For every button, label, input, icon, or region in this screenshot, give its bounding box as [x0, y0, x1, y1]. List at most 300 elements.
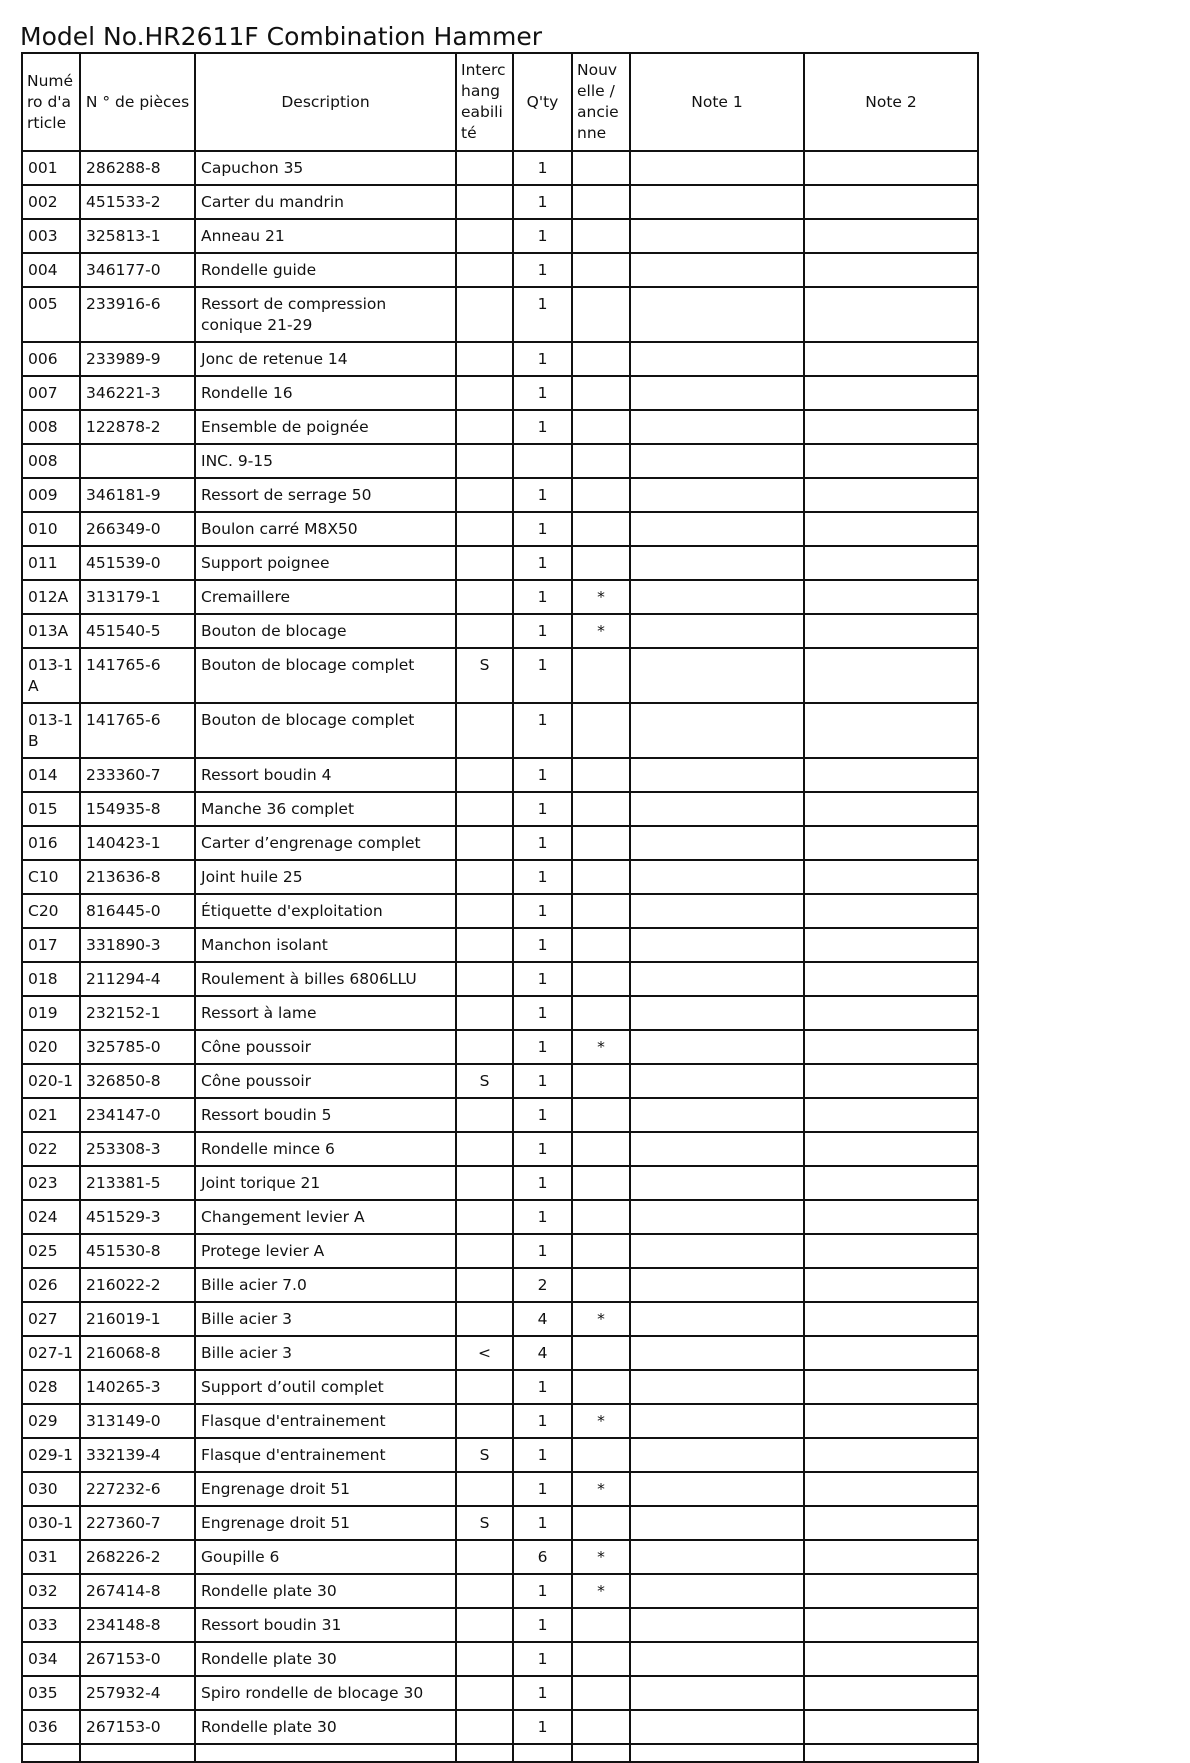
part-number-cell: 286288-8	[80, 151, 195, 185]
interchangeability-cell	[456, 1268, 513, 1302]
note-1-cell	[630, 1676, 804, 1710]
note-1-cell	[630, 546, 804, 580]
table-row	[22, 1166, 978, 1200]
note-2-cell	[804, 1302, 978, 1336]
part-number-cell: 451539-0	[80, 546, 195, 580]
quantity-cell: 1	[513, 703, 572, 758]
description-cell: Carter du mandrin	[195, 185, 456, 219]
description-cell: Carter d’engrenage complet	[195, 826, 456, 860]
note-1-cell	[630, 185, 804, 219]
new-old-cell	[572, 1098, 630, 1132]
new-old-cell: *	[572, 1574, 630, 1608]
note-1-cell	[630, 1234, 804, 1268]
interchangeability-cell	[456, 894, 513, 928]
note-1-cell	[630, 1710, 804, 1744]
interchangeability-cell	[456, 1030, 513, 1064]
note-1-cell	[630, 962, 804, 996]
quantity-cell: 1	[513, 1574, 572, 1608]
quantity-cell: 1	[513, 996, 572, 1030]
table-row	[22, 1404, 978, 1438]
part-number-cell: 234147-0	[80, 1098, 195, 1132]
quantity-cell	[513, 444, 572, 478]
table-row	[22, 185, 978, 219]
note-2-cell	[804, 185, 978, 219]
note-1-cell	[630, 1438, 804, 1472]
new-old-cell: *	[572, 580, 630, 614]
table-row	[22, 996, 978, 1030]
new-old-cell	[572, 1268, 630, 1302]
part-number-cell	[80, 444, 195, 478]
note-1-cell	[630, 287, 804, 342]
quantity-cell: 1	[513, 1506, 572, 1540]
new-old-cell	[572, 1676, 630, 1710]
description-cell: Cône poussoir	[195, 1030, 456, 1064]
new-old-cell	[572, 410, 630, 444]
description-cell: Flasque d'entrainement	[195, 1404, 456, 1438]
description-cell: Ressort de serrage 50	[195, 478, 456, 512]
quantity-cell: 4	[513, 1302, 572, 1336]
part-number-cell: 233916-6	[80, 287, 195, 342]
quantity-cell: 4	[513, 1336, 572, 1370]
item-number-cell: 030-1	[22, 1506, 80, 1540]
description-cell: Engrenage droit 51	[195, 1472, 456, 1506]
table-row	[22, 1132, 978, 1166]
interchangeability-cell	[456, 1540, 513, 1574]
description-cell: Capuchon 35	[195, 151, 456, 185]
note-2-cell	[804, 1336, 978, 1370]
interchangeability-cell	[456, 962, 513, 996]
note-1-cell	[630, 478, 804, 512]
note-2-cell	[804, 962, 978, 996]
item-number-cell: 025	[22, 1234, 80, 1268]
quantity-cell: 1	[513, 185, 572, 219]
note-2-cell	[804, 1166, 978, 1200]
quantity-cell: 1	[513, 1676, 572, 1710]
item-number-cell: 013-1A	[22, 648, 80, 703]
interchangeability-cell	[456, 1574, 513, 1608]
note-2-cell	[804, 253, 978, 287]
note-1-cell	[630, 1064, 804, 1098]
part-number-cell: 816445-0	[80, 894, 195, 928]
quantity-cell: 1	[513, 253, 572, 287]
part-number-cell: 253308-3	[80, 1132, 195, 1166]
item-number-cell: 036	[22, 1710, 80, 1744]
table-row	[22, 219, 978, 253]
table-row	[22, 1642, 978, 1676]
note-1-cell	[630, 1098, 804, 1132]
note-2-cell	[804, 1200, 978, 1234]
note-1-cell	[630, 1132, 804, 1166]
part-number-cell: 451533-2	[80, 185, 195, 219]
item-number-cell: 022	[22, 1132, 80, 1166]
description-cell: Ressort de compression conique 21-29	[195, 287, 456, 342]
description-cell: Ressort à lame	[195, 996, 456, 1030]
quantity-cell: 1	[513, 792, 572, 826]
note-2-cell	[804, 342, 978, 376]
new-old-cell	[572, 1234, 630, 1268]
note-2-cell	[804, 410, 978, 444]
quantity-cell: 1	[513, 287, 572, 342]
item-number-cell: 028	[22, 1370, 80, 1404]
description-cell: Bille acier 3	[195, 1302, 456, 1336]
description-cell: Ressort boudin 4	[195, 758, 456, 792]
interchangeability-cell	[456, 1098, 513, 1132]
part-number-cell: 331890-3	[80, 928, 195, 962]
parts-table-body	[22, 151, 978, 1762]
note-2-cell	[804, 648, 978, 703]
header-item-number: Numéro d'article	[22, 53, 80, 151]
part-number-cell: 325813-1	[80, 219, 195, 253]
part-number-cell: 346221-3	[80, 376, 195, 410]
note-2-cell	[804, 287, 978, 342]
note-2-cell	[804, 1098, 978, 1132]
quantity-cell: 1	[513, 512, 572, 546]
new-old-cell	[572, 1608, 630, 1642]
note-1-cell	[630, 219, 804, 253]
table-row	[22, 962, 978, 996]
table-row	[22, 287, 978, 342]
description-cell: Support d’outil complet	[195, 1370, 456, 1404]
new-old-cell	[572, 1710, 630, 1744]
description-cell: Manche 36 complet	[195, 792, 456, 826]
item-number-cell: 027	[22, 1302, 80, 1336]
interchangeability-cell	[456, 376, 513, 410]
note-1-cell	[630, 826, 804, 860]
table-row	[22, 860, 978, 894]
note-2-cell	[804, 1472, 978, 1506]
new-old-cell	[572, 1506, 630, 1540]
table-row	[22, 1676, 978, 1710]
empty-cell	[513, 1744, 572, 1762]
part-number-cell: 267153-0	[80, 1710, 195, 1744]
interchangeability-cell	[456, 219, 513, 253]
description-cell: Protege levier A	[195, 1234, 456, 1268]
quantity-cell: 1	[513, 478, 572, 512]
parts-table	[21, 52, 979, 1763]
note-2-cell	[804, 1608, 978, 1642]
part-number-cell: 141765-6	[80, 703, 195, 758]
item-number-cell: 030	[22, 1472, 80, 1506]
interchangeability-cell	[456, 1234, 513, 1268]
item-number-cell: 020-1	[22, 1064, 80, 1098]
description-cell: Spiro rondelle de blocage 30	[195, 1676, 456, 1710]
header-note-1: Note 1	[630, 53, 804, 151]
part-number-cell: 451529-3	[80, 1200, 195, 1234]
empty-cell	[22, 1744, 80, 1762]
note-2-cell	[804, 1676, 978, 1710]
quantity-cell: 1	[513, 376, 572, 410]
note-2-cell	[804, 1438, 978, 1472]
note-2-cell	[804, 703, 978, 758]
note-1-cell	[630, 1608, 804, 1642]
description-cell: Rondelle 16	[195, 376, 456, 410]
note-2-cell	[804, 512, 978, 546]
note-2-cell	[804, 1540, 978, 1574]
description-cell: Bille acier 7.0	[195, 1268, 456, 1302]
description-cell: Étiquette d'exploitation	[195, 894, 456, 928]
part-number-cell: 313149-0	[80, 1404, 195, 1438]
quantity-cell: 1	[513, 758, 572, 792]
header-row	[22, 53, 978, 151]
quantity-cell: 1	[513, 1370, 572, 1404]
note-1-cell	[630, 1336, 804, 1370]
part-number-cell: 313179-1	[80, 580, 195, 614]
description-cell: Manchon isolant	[195, 928, 456, 962]
empty-cell	[804, 1744, 978, 1762]
item-number-cell: 006	[22, 342, 80, 376]
part-number-cell: 451540-5	[80, 614, 195, 648]
description-cell: Flasque d'entrainement	[195, 1438, 456, 1472]
table-row	[22, 792, 978, 826]
interchangeability-cell	[456, 1608, 513, 1642]
quantity-cell: 1	[513, 1472, 572, 1506]
new-old-cell	[572, 1336, 630, 1370]
item-number-cell: 001	[22, 151, 80, 185]
interchangeability-cell	[456, 1404, 513, 1438]
note-1-cell	[630, 648, 804, 703]
note-1-cell	[630, 1540, 804, 1574]
note-1-cell	[630, 1166, 804, 1200]
interchangeability-cell	[456, 287, 513, 342]
table-row	[22, 614, 978, 648]
note-1-cell	[630, 151, 804, 185]
description-cell: Joint huile 25	[195, 860, 456, 894]
note-1-cell	[630, 614, 804, 648]
part-number-cell: 346177-0	[80, 253, 195, 287]
interchangeability-cell	[456, 342, 513, 376]
item-number-cell: 015	[22, 792, 80, 826]
table-row	[22, 444, 978, 478]
item-number-cell: 020	[22, 1030, 80, 1064]
part-number-cell: 140423-1	[80, 826, 195, 860]
quantity-cell: 1	[513, 1438, 572, 1472]
note-2-cell	[804, 376, 978, 410]
note-1-cell	[630, 792, 804, 826]
item-number-cell: 031	[22, 1540, 80, 1574]
note-2-cell	[804, 219, 978, 253]
quantity-cell: 1	[513, 151, 572, 185]
description-cell: Ressort boudin 5	[195, 1098, 456, 1132]
table-row	[22, 478, 978, 512]
quantity-cell: 1	[513, 1132, 572, 1166]
note-2-cell	[804, 580, 978, 614]
quantity-cell: 1	[513, 1098, 572, 1132]
new-old-cell: *	[572, 1030, 630, 1064]
table-row	[22, 648, 978, 703]
table-row	[22, 1268, 978, 1302]
item-number-cell: 008	[22, 444, 80, 478]
part-number-cell: 227232-6	[80, 1472, 195, 1506]
item-number-cell: 023	[22, 1166, 80, 1200]
new-old-cell	[572, 860, 630, 894]
interchangeability-cell: <	[456, 1336, 513, 1370]
interchangeability-cell	[456, 478, 513, 512]
note-1-cell	[630, 580, 804, 614]
interchangeability-cell	[456, 1710, 513, 1744]
note-2-cell	[804, 151, 978, 185]
new-old-cell	[572, 1438, 630, 1472]
interchangeability-cell: S	[456, 1064, 513, 1098]
interchangeability-cell	[456, 928, 513, 962]
note-1-cell	[630, 1404, 804, 1438]
description-cell: Engrenage droit 51	[195, 1506, 456, 1540]
item-number-cell: 021	[22, 1098, 80, 1132]
description-cell: Rondelle plate 30	[195, 1642, 456, 1676]
item-number-cell: 029	[22, 1404, 80, 1438]
part-number-cell: 213636-8	[80, 860, 195, 894]
table-row	[22, 1200, 978, 1234]
note-2-cell	[804, 614, 978, 648]
note-2-cell	[804, 860, 978, 894]
note-2-cell	[804, 546, 978, 580]
part-number-cell: 332139-4	[80, 1438, 195, 1472]
note-1-cell	[630, 410, 804, 444]
description-cell: Cône poussoir	[195, 1064, 456, 1098]
item-number-cell: 034	[22, 1642, 80, 1676]
quantity-cell: 1	[513, 860, 572, 894]
new-old-cell	[572, 376, 630, 410]
item-number-cell: C10	[22, 860, 80, 894]
note-2-cell	[804, 758, 978, 792]
quantity-cell: 1	[513, 546, 572, 580]
description-cell: Bouton de blocage complet	[195, 648, 456, 703]
part-number-cell: 268226-2	[80, 1540, 195, 1574]
note-1-cell	[630, 444, 804, 478]
note-2-cell	[804, 826, 978, 860]
part-number-cell: 154935-8	[80, 792, 195, 826]
new-old-cell	[572, 151, 630, 185]
quantity-cell: 1	[513, 1030, 572, 1064]
item-number-cell: 029-1	[22, 1438, 80, 1472]
item-number-cell: 008	[22, 410, 80, 444]
quantity-cell: 1	[513, 1710, 572, 1744]
interchangeability-cell	[456, 410, 513, 444]
note-2-cell	[804, 1642, 978, 1676]
table-row	[22, 928, 978, 962]
new-old-cell	[572, 1642, 630, 1676]
note-2-cell	[804, 478, 978, 512]
quantity-cell: 1	[513, 342, 572, 376]
note-1-cell	[630, 703, 804, 758]
description-cell: Ensemble de poignée	[195, 410, 456, 444]
table-row-continued	[22, 1744, 978, 1762]
new-old-cell: *	[572, 1302, 630, 1336]
note-2-cell	[804, 894, 978, 928]
quantity-cell: 1	[513, 219, 572, 253]
table-row	[22, 512, 978, 546]
item-number-cell: 011	[22, 546, 80, 580]
item-number-cell: 033	[22, 1608, 80, 1642]
note-1-cell	[630, 1472, 804, 1506]
part-number-cell: 267153-0	[80, 1642, 195, 1676]
header-interchangeability: Interchangeabilité	[456, 53, 513, 151]
item-number-cell: 012A	[22, 580, 80, 614]
header-quantity: Q'ty	[513, 53, 572, 151]
table-row	[22, 342, 978, 376]
new-old-cell	[572, 546, 630, 580]
quantity-cell: 1	[513, 1166, 572, 1200]
new-old-cell: *	[572, 1472, 630, 1506]
table-row	[22, 410, 978, 444]
description-cell: Anneau 21	[195, 219, 456, 253]
interchangeability-cell	[456, 758, 513, 792]
note-1-cell	[630, 512, 804, 546]
note-1-cell	[630, 342, 804, 376]
new-old-cell: *	[572, 1404, 630, 1438]
interchangeability-cell	[456, 996, 513, 1030]
description-cell: INC. 9-15	[195, 444, 456, 478]
interchangeability-cell	[456, 546, 513, 580]
part-number-cell: 216019-1	[80, 1302, 195, 1336]
item-number-cell: 013A	[22, 614, 80, 648]
note-1-cell	[630, 253, 804, 287]
part-number-cell: 211294-4	[80, 962, 195, 996]
note-2-cell	[804, 1370, 978, 1404]
description-cell: Bouton de blocage	[195, 614, 456, 648]
part-number-cell: 141765-6	[80, 648, 195, 703]
item-number-cell: 002	[22, 185, 80, 219]
empty-cell	[195, 1744, 456, 1762]
item-number-cell: 003	[22, 219, 80, 253]
note-2-cell	[804, 1132, 978, 1166]
table-row	[22, 1234, 978, 1268]
note-1-cell	[630, 894, 804, 928]
new-old-cell	[572, 1132, 630, 1166]
part-number-cell: 140265-3	[80, 1370, 195, 1404]
quantity-cell: 1	[513, 894, 572, 928]
table-row	[22, 826, 978, 860]
table-row	[22, 1608, 978, 1642]
description-cell: Joint torique 21	[195, 1166, 456, 1200]
part-number-cell: 227360-7	[80, 1506, 195, 1540]
new-old-cell	[572, 1064, 630, 1098]
new-old-cell	[572, 185, 630, 219]
note-1-cell	[630, 1506, 804, 1540]
interchangeability-cell: S	[456, 1438, 513, 1472]
note-1-cell	[630, 1574, 804, 1608]
new-old-cell	[572, 219, 630, 253]
header-new-old: Nouvelle / ancienne	[572, 53, 630, 151]
description-cell: Goupille 6	[195, 1540, 456, 1574]
note-2-cell	[804, 1574, 978, 1608]
new-old-cell	[572, 962, 630, 996]
table-row	[22, 1064, 978, 1098]
new-old-cell	[572, 478, 630, 512]
new-old-cell	[572, 826, 630, 860]
note-1-cell	[630, 758, 804, 792]
part-number-cell: 325785-0	[80, 1030, 195, 1064]
item-number-cell: 032	[22, 1574, 80, 1608]
quantity-cell: 1	[513, 580, 572, 614]
note-1-cell	[630, 376, 804, 410]
item-number-cell: 005	[22, 287, 80, 342]
item-number-cell: 035	[22, 1676, 80, 1710]
part-number-cell: 122878-2	[80, 410, 195, 444]
note-1-cell	[630, 928, 804, 962]
description-cell: Roulement à billes 6806LLU	[195, 962, 456, 996]
item-number-cell: 013-1B	[22, 703, 80, 758]
table-row	[22, 758, 978, 792]
description-cell: Support poignee	[195, 546, 456, 580]
note-2-cell	[804, 996, 978, 1030]
note-1-cell	[630, 1642, 804, 1676]
description-cell: Changement levier A	[195, 1200, 456, 1234]
part-number-cell: 216022-2	[80, 1268, 195, 1302]
part-number-cell: 233989-9	[80, 342, 195, 376]
new-old-cell	[572, 1166, 630, 1200]
interchangeability-cell	[456, 1166, 513, 1200]
description-cell: Bouton de blocage complet	[195, 703, 456, 758]
